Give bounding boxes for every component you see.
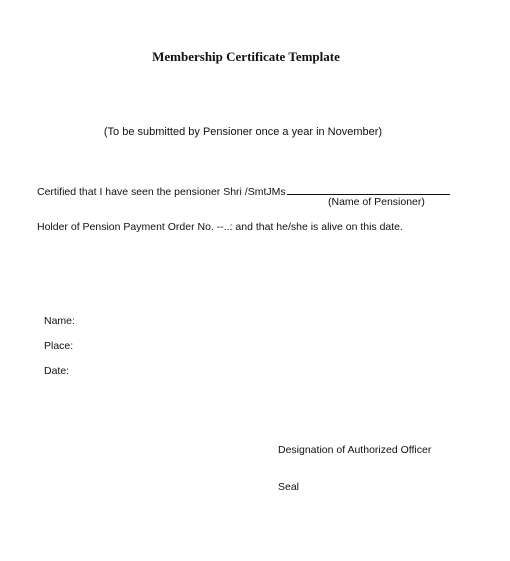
name-of-pensioner-caption: (Name of Pensioner) bbox=[328, 196, 425, 208]
pensioner-name-blank bbox=[287, 184, 450, 195]
holder-line: Holder of Pension Payment Order No. --..: and that he/she is alive on this date. bbox=[37, 221, 403, 233]
seal-label: Seal bbox=[278, 481, 300, 493]
certified-text: Certified that I have seen the pensioner Shri /SmtJMs bbox=[37, 186, 286, 198]
place-label: Place: bbox=[44, 340, 74, 352]
name-label: Name: bbox=[44, 315, 75, 327]
document-title: Membership Certificate Template bbox=[152, 49, 340, 64]
date-label: Date: bbox=[44, 365, 70, 377]
document-subtitle: (To be submitted by Pensioner once a year in November) bbox=[103, 126, 383, 138]
designation-label: Designation of Authorized Officer bbox=[278, 444, 432, 456]
